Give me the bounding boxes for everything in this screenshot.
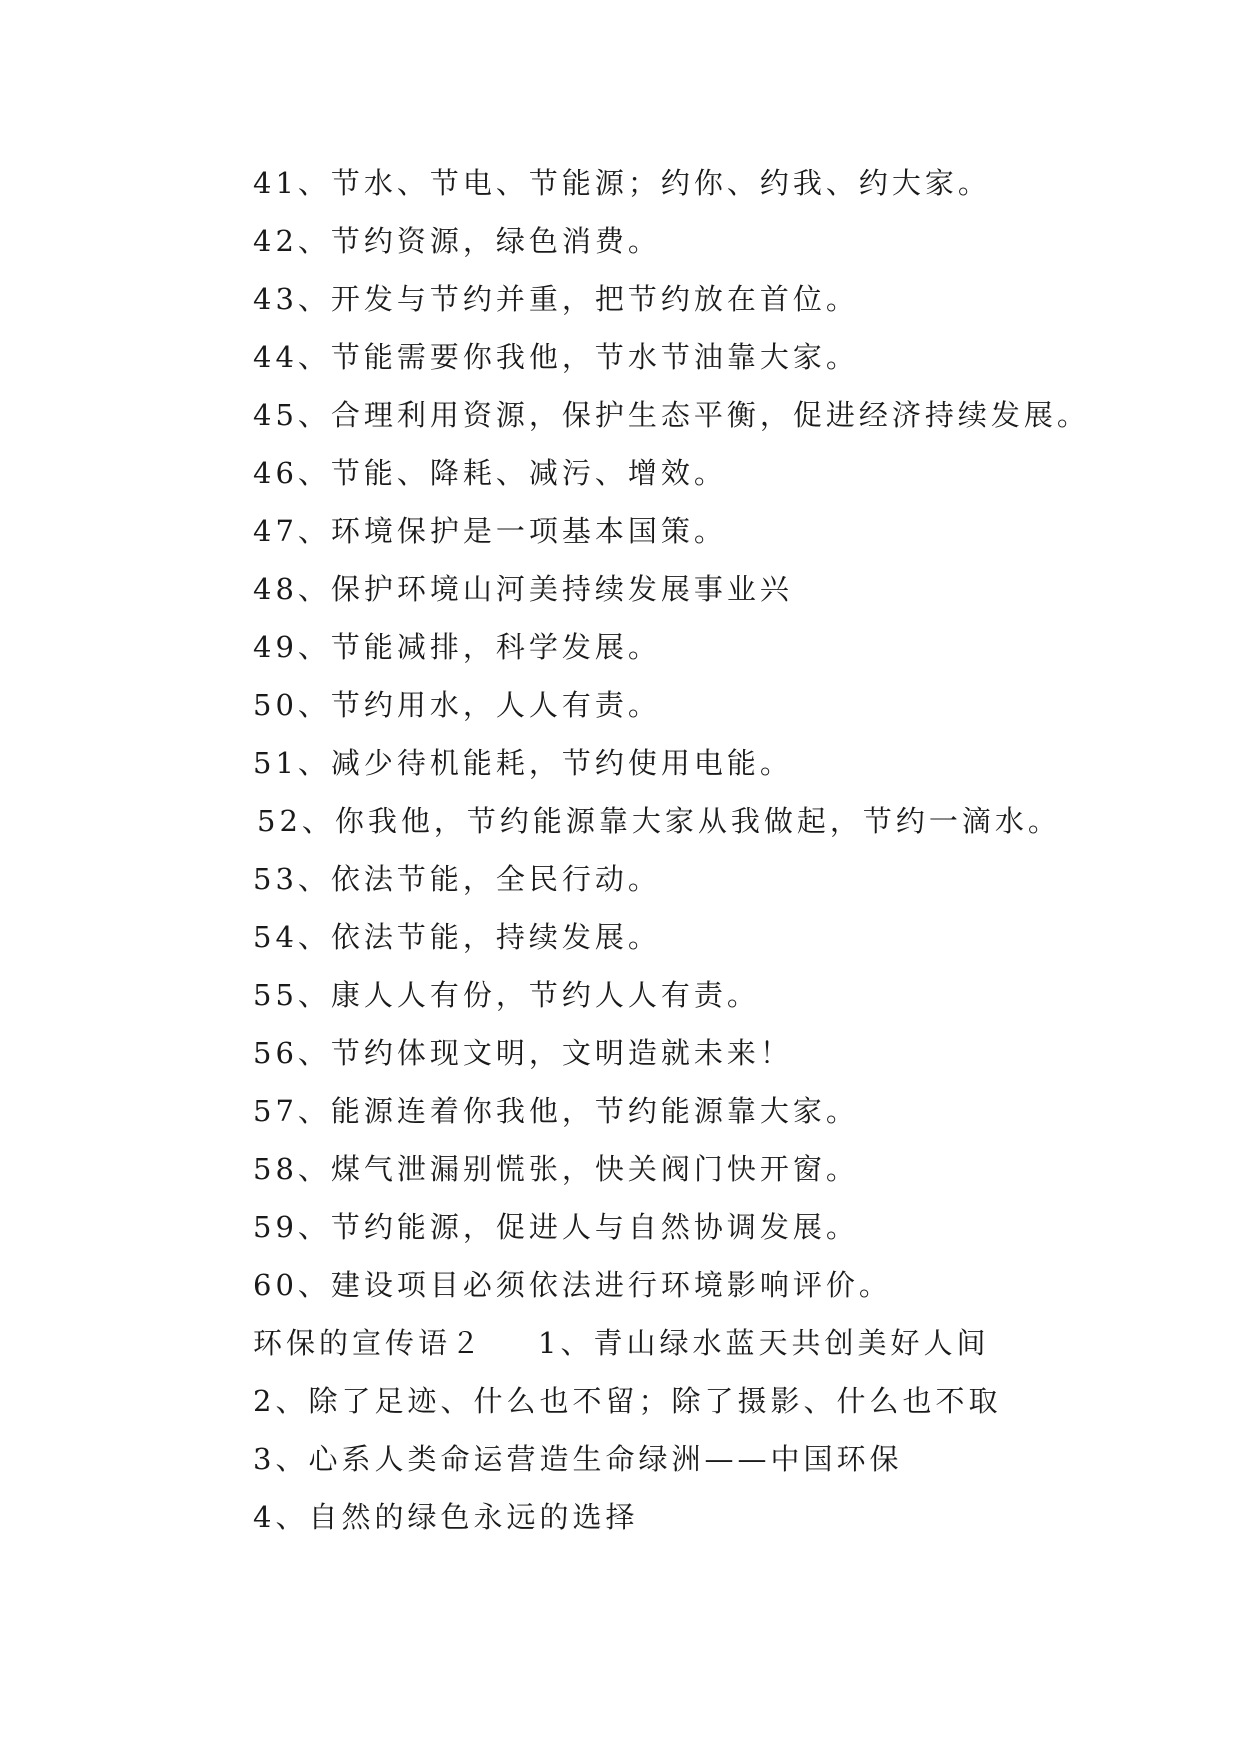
section-2-item-4: 4、自然的绿色永远的选择 <box>253 1500 639 1534</box>
slogan-56: 56、节约体现文明，文明造就未来！ <box>253 1036 793 1070</box>
slogan-49: 49、节能减排，科学发展。 <box>253 630 661 664</box>
slogan-53: 53、依法节能，全民行动。 <box>253 862 661 896</box>
slogan-50: 50、节约用水，人人有责。 <box>253 688 661 722</box>
slogan-41: 41、节水、节电、节能源；约你、约我、约大家。 <box>253 166 991 200</box>
slogan-59: 59、节约能源，促进人与自然协调发展。 <box>253 1210 859 1244</box>
slogan-51: 51、减少待机能耗，节约使用电能。 <box>253 746 793 780</box>
slogan-52: 52、你我他，节约能源靠大家从我做起，节约一滴水。 <box>257 804 1061 838</box>
slogan-42: 42、节约资源，绿色消费。 <box>253 224 661 258</box>
slogan-58: 58、煤气泄漏别慌张，快关阀门快开窗。 <box>253 1152 859 1186</box>
slogan-45: 45、合理利用资源，保护生态平衡，促进经济持续发展。 <box>253 398 1090 432</box>
section-2-item-3: 3、心系人类命运营造生命绿洲——中国环保 <box>253 1442 903 1476</box>
section-2-heading: 环保的宣传语２ <box>253 1326 485 1360</box>
section-2-item-1: 1、青山绿水蓝天共创美好人间 <box>538 1326 990 1360</box>
slogan-46: 46、节能、降耗、减污、增效。 <box>253 456 727 490</box>
slogan-list <box>253 154 1153 1546</box>
slogan-57: 57、能源连着你我他，节约能源靠大家。 <box>253 1094 859 1128</box>
slogan-44: 44、节能需要你我他，节水节油靠大家。 <box>253 340 859 374</box>
section-2-item-2: 2、除了足迹、什么也不留；除了摄影、什么也不取 <box>253 1384 1002 1418</box>
slogan-43: 43、开发与节约并重，把节约放在首位。 <box>253 282 859 316</box>
slogan-54: 54、依法节能，持续发展。 <box>253 920 661 954</box>
slogan-55: 55、康人人有份，节约人人有责。 <box>253 978 760 1012</box>
slogan-48: 48、保护环境山河美持续发展事业兴 <box>253 572 793 606</box>
slogan-60: 60、建设项目必须依法进行环境影响评价。 <box>253 1268 892 1302</box>
section-2-heading-line <box>253 1314 1153 1372</box>
slogan-47: 47、环境保护是一项基本国策。 <box>253 514 727 548</box>
